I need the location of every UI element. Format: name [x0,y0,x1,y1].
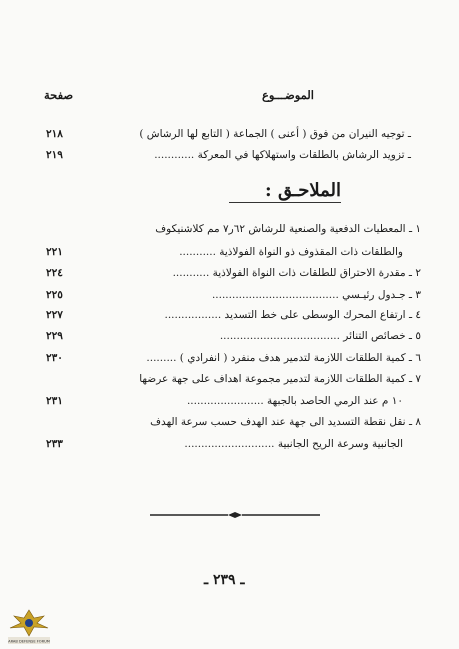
toc-entry-text: ـ تزويد الرشاش بالطلقات واستهلاكها في المعركة ............ [154,149,411,161]
ornament-divider [150,512,320,518]
annex-entry-text: ٤ ـ ارتفاع المحرك الوسطى على خط التسديد ................. [164,309,421,321]
annex-entry-text: ٨ ـ نقل نقطة التسديد الى جهة عند الهدف حسب سرعة الهدف [150,416,421,428]
annex-entry-text-cont: الجانبية وسرعة الريح الجانبية ........................... [184,438,403,450]
annex-entry-page: ٢٢١ [46,246,63,258]
annex-entry-text: ٧ ـ كمية الطلقات اللازمة لتدمير مجموعة اهداف على جهة عرضها [139,373,421,385]
toc-entry-text: ـ توجيه النيران من فوق ( أعنى ) الجماعة ( التابع لها الرشاش ) [139,128,411,140]
page-header: صفحة [44,88,74,102]
annex-title: الملاحـق : [265,180,341,201]
toc-entry-page: ٢١٩ [46,149,63,161]
toc-entry-page: ٢١٨ [46,128,63,140]
annex-entry-page: ٢٣٣ [46,438,63,450]
topic-header: الموضـــوع [262,88,314,102]
annex-entry-text: ١ ـ المعطيات الدفعية والصنعية للرشاش ٦٢ر٧ مم كلاشنيكوف [155,223,421,235]
annex-entry-text: ٣ ـ جـدول رئيـسي ...................................... [211,289,421,301]
annex-entry-page: ٢٢٥ [46,289,63,301]
annex-entry-text-cont: ١٠ م عند الرمي الحاصد بالجبهة ....................... [186,395,403,407]
page-number: ـ ٢٣٩ ـ [204,572,245,588]
annex-entry-page: ٢٢٤ [46,267,63,279]
annex-entry-page: ٢٣١ [46,395,63,407]
annex-entry-text: ٦ ـ كمية الطلقات اللازمة لتدمير هدف منفرد ( انفرادي ) ......... [146,352,421,364]
annex-title-underline [229,202,341,203]
annex-entry-text: ٢ ـ مقدرة الاحتراق للطلقات ذات النواة الفولاذية ........... [172,267,421,279]
annex-entry-text-cont: والطلقات ذات المقذوف ذو النواة الفولاذية ........... [179,246,403,258]
annex-entry-page: ٢٣٠ [46,352,63,364]
annex-entry-text: ٥ ـ خصائص التنائر .................................... [219,330,421,342]
annex-entry-page: ٢٢٧ [46,309,63,321]
forum-logo [4,606,54,646]
logo-text: ARAB DEFENSE FORUM [8,639,50,644]
annex-entry-page: ٢٢٩ [46,330,63,342]
